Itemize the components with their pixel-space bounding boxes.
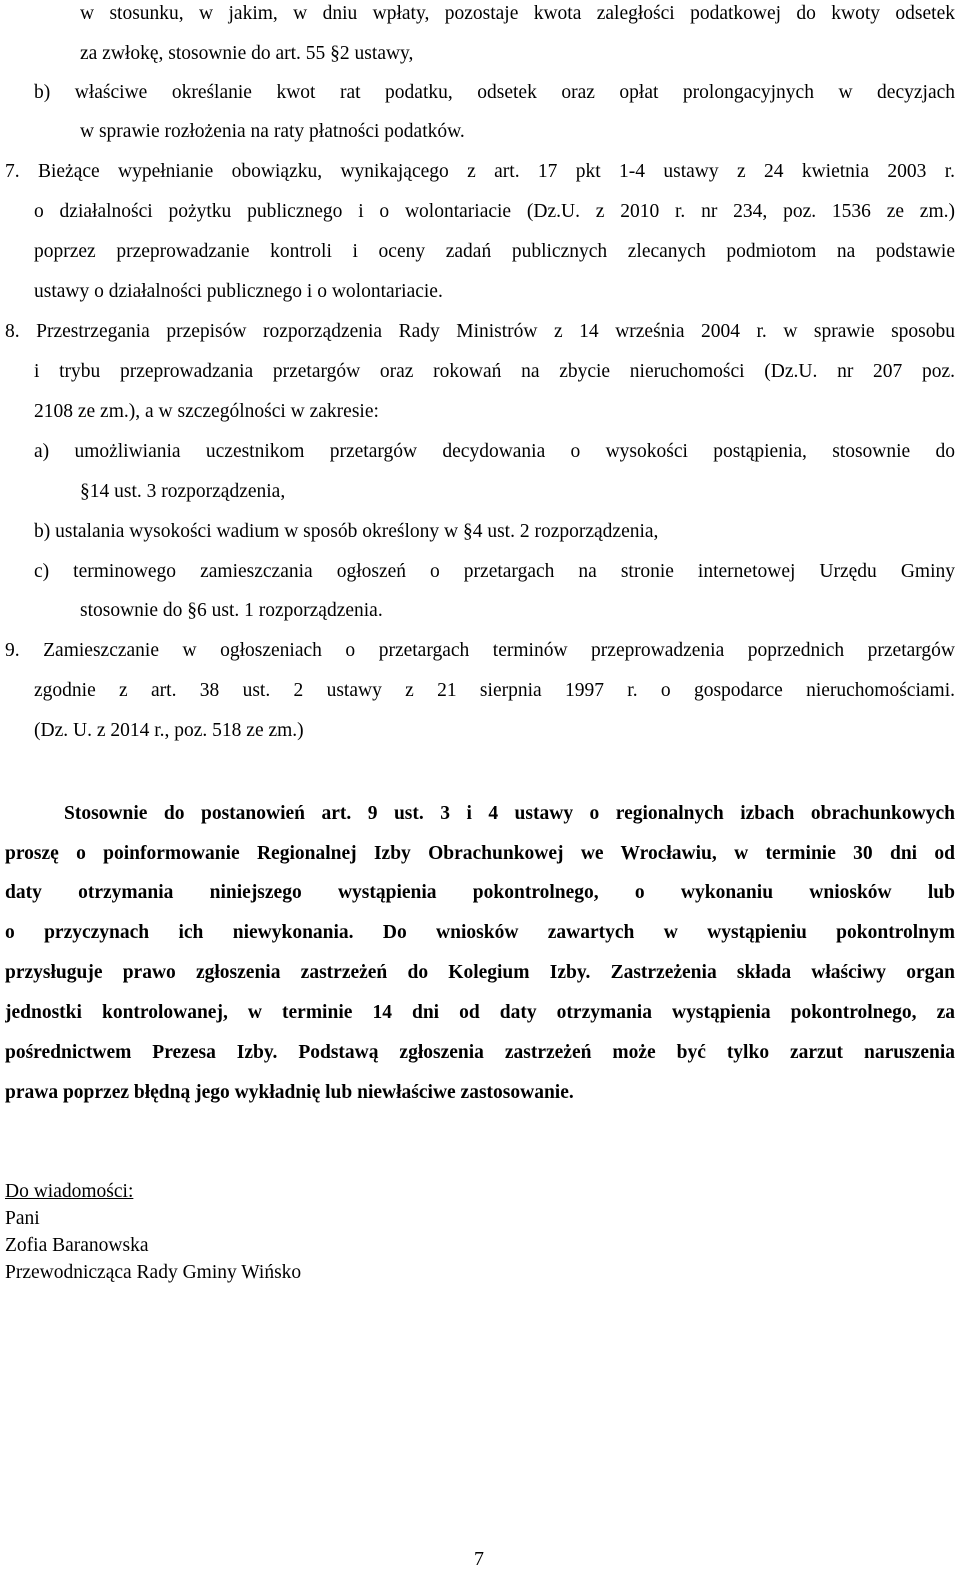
body-line-5: 7. Bieżące wypełnianie obowiązku, wynikającego z art. 17 pkt 1-4 ustawy z 24 kwietnia 2003 r. [5, 162, 955, 182]
body-line-15: c) terminowego zamieszczania ogłoszeń o przetargach na stronie internetowej Urzędu Gminy [34, 562, 955, 582]
recipient-name: Zofia Baranowska [5, 1235, 149, 1256]
body-line-16: stosownie do §6 ust. 1 rozporządzenia. [80, 600, 383, 621]
recipient-salutation: Pani [5, 1208, 40, 1229]
closing-line-1: Stosownie do postanowień art. 9 ust. 3 i 4 ustawy o regionalnych izbach obrachunkowych [64, 804, 955, 824]
body-line-2: za zwłokę, stosownie do art. 55 §2 ustawy, [80, 43, 414, 64]
body-line-13: §14 ust. 3 rozporządzenia, [80, 481, 286, 502]
body-line-19: (Dz. U. z 2014 r., poz. 518 ze zm.) [34, 720, 304, 741]
recipient-heading: Do wiadomości: [5, 1181, 134, 1202]
body-line-1: w stosunku, w jakim, w dniu wpłaty, pozostaje kwota zaległości podatkowej do kwoty odsetek [80, 4, 955, 24]
closing-line-4: o przyczynach ich niewykonania. Do wniosków zawartych w wystąpieniu pokontrolnym [5, 923, 955, 943]
body-line-9: 8. Przestrzegania przepisów rozporządzenia Rady Ministrów z 14 września 2004 r. w sprawie sposobu [5, 322, 955, 342]
body-line-7: poprzez przeprowadzanie kontroli i oceny zadań publicznych zlecanych podmiotom na podstawie [34, 242, 955, 262]
closing-line-8: prawa poprzez błędną jego wykładnię lub niewłaściwe zastosowanie. [5, 1082, 574, 1103]
body-line-8: ustawy o działalności publicznego i o wolontariacie. [34, 281, 443, 302]
body-line-18: zgodnie z art. 38 ust. 2 ustawy z 21 sierpnia 1997 r. o gospodarce nieruchomościami. [34, 681, 955, 701]
closing-line-5: przysługuje prawo zgłoszenia zastrzeżeń do Kolegium Izby. Zastrzeżenia składa właściwy organ [5, 963, 955, 983]
closing-line-7: pośrednictwem Prezesa Izby. Podstawą zgłoszenia zastrzeżeń może być tylko zarzut naruszenia [5, 1043, 955, 1063]
closing-line-6: jednostki kontrolowanej, w terminie 14 dni od daty otrzymania wystąpienia pokontrolnego, za [5, 1003, 955, 1023]
body-line-6: o działalności pożytku publicznego i o wolontariacie (Dz.U. z 2010 r. nr 234, poz. 1536 ze zm.) [34, 202, 955, 222]
page-number: 7 [474, 1548, 484, 1570]
closing-line-2: proszę o poinformowanie Regionalnej Izby Obrachunkowej we Wrocławiu, w terminie 30 dni od [5, 844, 955, 864]
body-line-11: 2108 ze zm.), a w szczególności w zakresie: [34, 401, 379, 422]
closing-line-3: daty otrzymania niniejszego wystąpienia pokontrolnego, o wykonaniu wniosków lub [5, 883, 955, 903]
body-line-17: 9. Zamieszczanie w ogłoszeniach o przetargach terminów przeprowadzenia poprzednich przetargów [5, 641, 955, 661]
body-line-10: i trybu przeprowadzania przetargów oraz rokowań na zbycie nieruchomości (Dz.U. nr 207 poz. [34, 362, 955, 382]
recipient-title: Przewodnicząca Rady Gminy Wińsko [5, 1262, 302, 1283]
body-line-12: a) umożliwiania uczestnikom przetargów decydowania o wysokości postąpienia, stosownie do [34, 442, 955, 462]
body-line-3: b) właściwe określanie kwot rat podatku, odsetek oraz opłat prolongacyjnych w decyzjach [34, 83, 955, 103]
body-line-4: w sprawie rozłożenia na raty płatności podatków. [80, 121, 465, 142]
body-line-14: b) ustalania wysokości wadium w sposób określony w §4 ust. 2 rozporządzenia, [34, 521, 659, 542]
